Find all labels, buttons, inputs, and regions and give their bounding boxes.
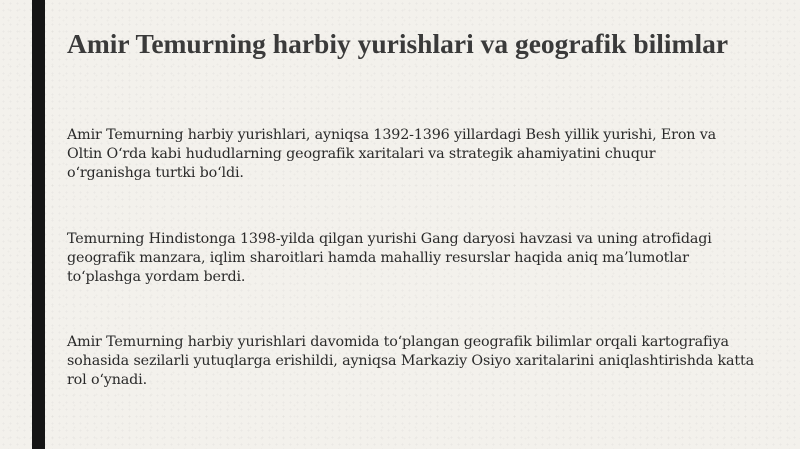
paragraph-line: rol o‘ynadi. — [67, 372, 147, 388]
paragraph-line: Amir Temurning harbiy yurishlari, ayniqsa 1392-1396 yillardagi Besh yillik yurishi, Eron va — [67, 127, 717, 143]
paragraph-line: to‘plashga yordam berdi. — [67, 269, 246, 285]
slide-title: Amir Temurning harbiy yurishlari va geografik bilimlar — [67, 28, 729, 59]
paragraph-line: geografik manzara, iqlim sharoitlari hamda mahalliy resurslar haqida aniq ma’lumotlar — [67, 250, 689, 266]
paragraph-line: Oltin O‘rda kabi hududlarning geografik xaritalari va strategik ahamiyatini chuqur — [67, 146, 656, 162]
paragraph-line: Temurning Hindistonga 1398-yilda qilgan yurishi Gang daryosi havzasi va uning atrofidagi — [67, 231, 712, 247]
paragraph-1 — [67, 126, 767, 183]
accent-bar — [32, 0, 45, 449]
paragraph-line: o‘rganishga turtki bo‘ldi. — [67, 165, 244, 181]
paragraph-line: Amir Temurning harbiy yurishlari davomida to‘plangan geografik bilimlar orqali kartografiya — [67, 334, 729, 350]
paragraph-2 — [67, 230, 767, 287]
paragraph-line: sohasida sezilarli yutuqlarga erishildi, ayniqsa Markaziy Osiyo xaritalarini aniqlashtirishda katta — [67, 353, 754, 369]
paragraph-3 — [67, 333, 767, 390]
